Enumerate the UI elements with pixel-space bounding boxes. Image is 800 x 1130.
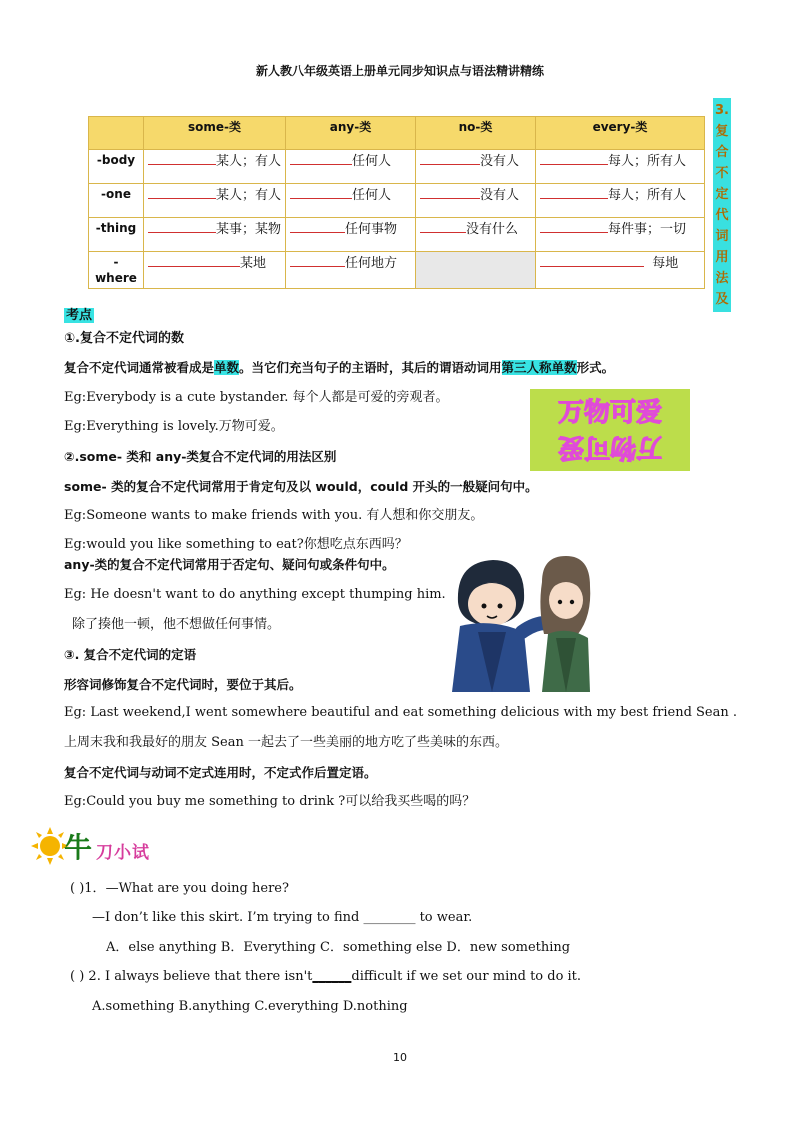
cell-text: 任何地方: [345, 256, 398, 271]
section-3-rule: 形容词修饰复合不定代词时，要位于其后。: [64, 677, 302, 692]
table-header-cell: every-类: [536, 117, 705, 150]
side-char: 不: [715, 166, 729, 181]
section-3-rule: 复合不定代词与动词不定式连用时，不定式作后置定语。: [64, 765, 377, 780]
example-sentence: Eg:Everything is lovely.万物可爱。: [64, 419, 284, 434]
side-char: 定: [715, 187, 729, 202]
table-cell: [536, 150, 705, 184]
example-sentence: Eg: Last weekend,I went somewhere beautiful and eat something delicious with my best friend Sean .: [64, 705, 738, 720]
answer-blank: [290, 220, 345, 233]
cell-text: 每人；所有人: [608, 154, 687, 169]
cell-text: 任何人: [352, 188, 392, 203]
table-cell: [286, 184, 416, 218]
answer-blank: [148, 152, 216, 165]
answer-blank: [148, 254, 240, 267]
table-header-cell: [89, 117, 144, 150]
cell-text: 每地: [652, 256, 679, 271]
answer-blank: [540, 186, 608, 199]
example-translation: 上周末我和我最好的朋友 Sean 一起去了一些美丽的地方吃了些美味的东西。: [64, 735, 508, 750]
row-label: -one: [89, 184, 144, 218]
question-text: 2. I always believe that there isn't: [88, 969, 313, 984]
side-char: 法: [715, 271, 729, 286]
side-char: 3.: [715, 103, 729, 118]
practice-title-small: 刀小试: [96, 843, 150, 863]
answer-blank: [540, 152, 608, 165]
section-2-rule: any-类的复合不定代词常用于否定句、疑问句或条件句中。: [64, 557, 395, 572]
table-header-cell: any-类: [286, 117, 416, 150]
answer-blank: [540, 220, 608, 233]
pronoun-table: [88, 116, 705, 289]
example-translation: 除了揍他一顿，他不想做任何事情。: [72, 617, 281, 632]
question-text: difficult if we set our mind to do it.: [351, 969, 582, 984]
table-row: [89, 218, 705, 252]
cell-text: 每件事；一切: [608, 222, 687, 237]
cell-text: 任何人: [352, 154, 392, 169]
section-2-rule: some- 类的复合不定代词常用于肯定句及以 would，could 开头的一般疑问句中。: [64, 479, 538, 494]
table-cell: [536, 218, 705, 252]
example-sentence: Eg:Could you buy me something to drink ?可以给我买些喝的吗？: [64, 794, 476, 809]
answer-blank: [290, 152, 352, 165]
answer-blank: ______: [312, 969, 352, 984]
side-section-title: [713, 98, 731, 312]
rule-text: 复合不定代词通常被看成是: [64, 360, 215, 375]
table-row: [89, 184, 705, 218]
table-cell: [144, 252, 286, 289]
art-text-image: [530, 389, 690, 471]
table-cell: [536, 252, 705, 289]
row-label: -body: [89, 150, 144, 184]
answer-blank: [290, 254, 345, 267]
side-char: 合: [715, 145, 729, 160]
side-char: 用: [715, 250, 729, 265]
table-row: [89, 252, 705, 289]
practice-title-big: 牛: [64, 831, 93, 864]
art-text-line1: 万物可爱: [557, 398, 663, 428]
question-1-options: A．else anything B．Everything C．something else D．new something: [106, 940, 571, 955]
table-cell-empty: [416, 252, 536, 289]
answer-blank: [290, 186, 352, 199]
question-number: 1．: [84, 881, 106, 896]
table-cell: [286, 218, 416, 252]
cell-text: 没有人: [480, 154, 520, 169]
section-1-title: ①.复合不定代词的数: [64, 331, 184, 346]
answer-blank: [540, 254, 644, 267]
question-1-line2: —I don’t like this skirt. I’m trying to find ________ to wear.: [92, 910, 473, 925]
table-cell: [286, 252, 416, 289]
row-label: -thing: [89, 218, 144, 252]
kaodian-text: 考点: [66, 308, 93, 323]
table-header-cell: no-类: [416, 117, 536, 150]
cell-text: 任何事物: [345, 222, 398, 237]
practice-header: [30, 826, 170, 866]
question-1: [70, 880, 289, 898]
example-sentence: Eg:Everybody is a cute bystander. 每个人都是可爱的旁观者。: [64, 390, 449, 405]
question-text: —What are you doing here?: [105, 881, 289, 896]
rule-text: 形式。: [576, 360, 615, 375]
page-header: 新人教八年级英语上册单元同步知识点与语法精讲精练: [255, 64, 544, 78]
row-label: -where: [89, 252, 144, 289]
example-sentence: Eg:would you like something to eat?你想吃点东西吗？: [64, 537, 408, 552]
table-cell: [144, 184, 286, 218]
answer-paren: ( ): [70, 881, 85, 896]
art-text-svg: [530, 389, 690, 471]
table-header-row: [89, 117, 705, 150]
cell-text: 没有什么: [466, 222, 519, 237]
side-char: 及: [715, 292, 729, 307]
table-cell: [144, 218, 286, 252]
answer-paren: ( ): [70, 969, 85, 984]
cell-text: 某人；有人: [216, 188, 282, 203]
answer-blank: [148, 220, 216, 233]
table-cell: [286, 150, 416, 184]
side-char: 词: [715, 229, 729, 244]
example-sentence: Eg:Someone wants to make friends with you. 有人想和你交朋友。: [64, 508, 484, 523]
cartoon-illustration: [438, 542, 598, 692]
table-cell: [536, 184, 705, 218]
answer-blank: [148, 186, 216, 199]
answer-blank: [420, 152, 480, 165]
art-text-line2: 万物可爱: [557, 432, 663, 462]
cell-text: 没有人: [480, 188, 520, 203]
page-number: 10: [393, 1051, 407, 1064]
answer-blank: [420, 220, 466, 233]
kaodian-label: [64, 307, 94, 325]
question-2-options: A.something B.anything C.everything D.nothing: [92, 999, 408, 1014]
side-char: 复: [715, 124, 729, 139]
highlight-text: 单数: [214, 360, 240, 375]
section-3-title: ③. 复合不定代词的定语: [64, 647, 197, 662]
cell-text: 某人；有人: [216, 154, 282, 169]
table-row: [89, 150, 705, 184]
highlight-text: 第三人称单数: [501, 360, 577, 375]
example-sentence: Eg: He doesn't want to do anything except thumping him.: [64, 587, 446, 602]
table-cell: [416, 218, 536, 252]
cell-text: 某事；某物: [216, 222, 282, 237]
cell-text: 每人；所有人: [608, 188, 687, 203]
cell-text: 某地: [240, 256, 267, 271]
table-cell: [416, 184, 536, 218]
section-1-rule: [64, 359, 614, 377]
table-cell: [416, 150, 536, 184]
table-header-cell: some-类: [144, 117, 286, 150]
section-2-title: ②.some- 类和 any-类复合不定代词的用法区别: [64, 449, 337, 464]
answer-blank: [420, 186, 480, 199]
table-cell: [144, 150, 286, 184]
cartoon-svg: [438, 542, 598, 692]
rule-text: 。当它们充当句子的主语时，其后的谓语动词用: [239, 360, 502, 375]
side-char: 代: [715, 208, 729, 223]
question-2: [70, 968, 581, 986]
